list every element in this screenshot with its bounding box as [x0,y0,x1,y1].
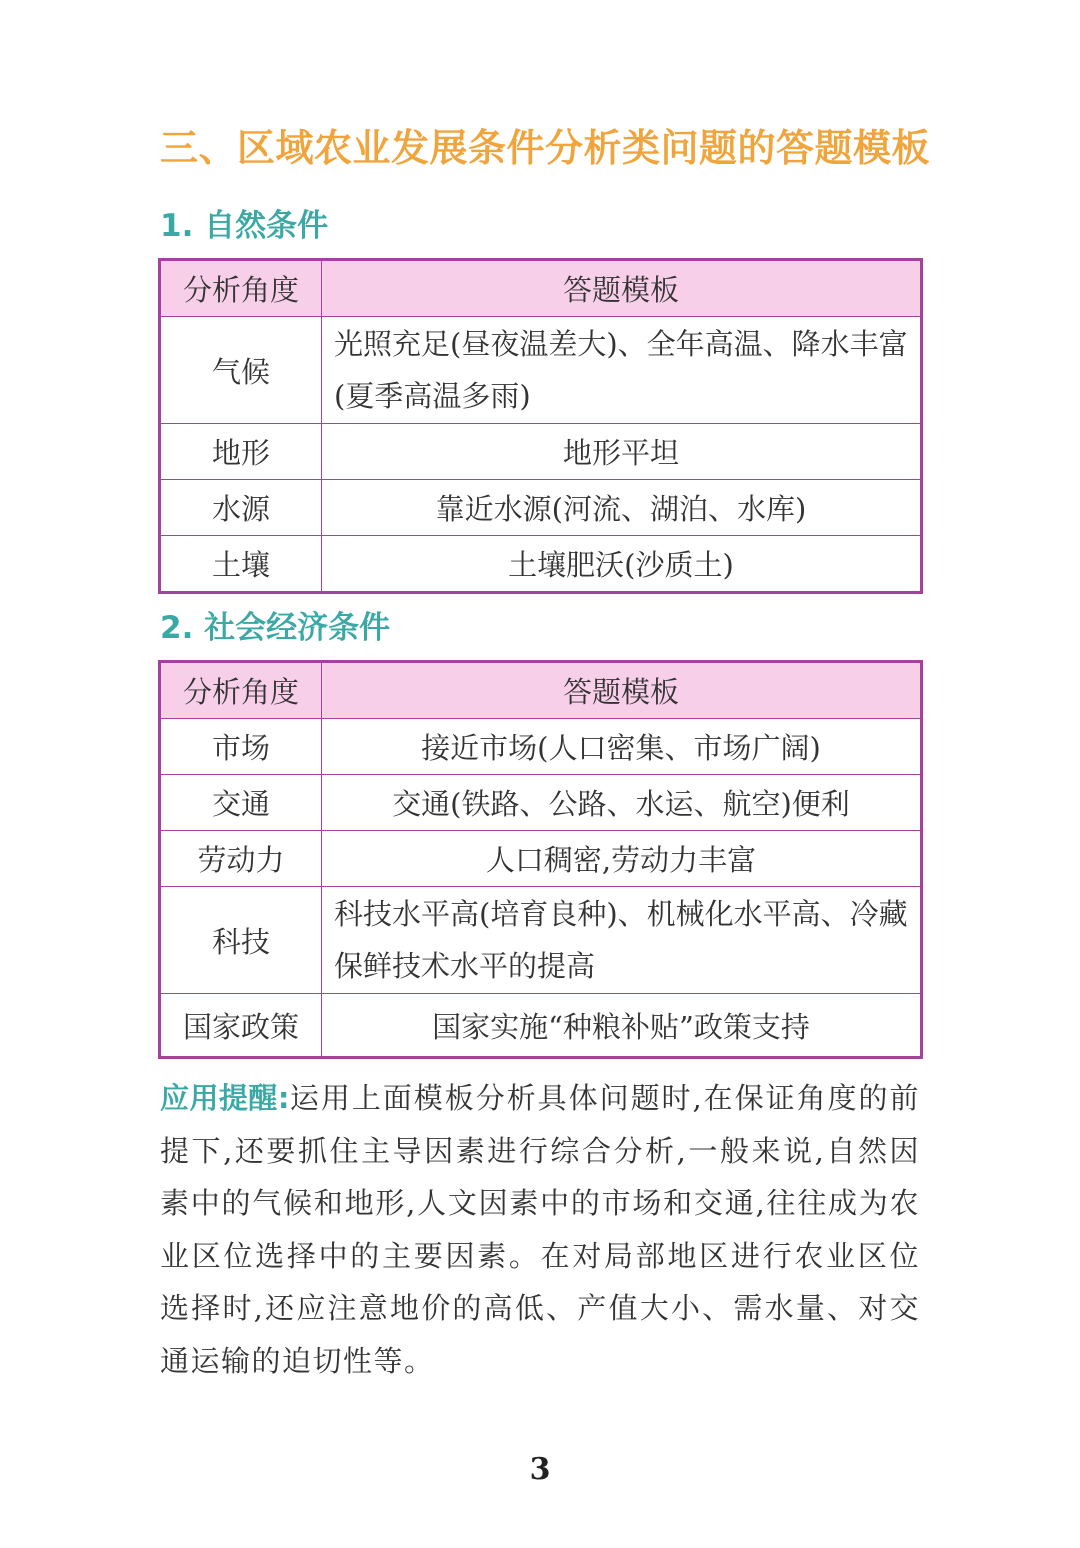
table-row [160,480,922,536]
template-cell: 靠近水源(河流、湖泊、水库) [322,480,922,536]
table-row [160,887,922,994]
table-row [160,994,922,1058]
template-cell: 交通(铁路、公路、水运、航空)便利 [322,775,922,831]
page-title: 三、区域农业发展条件分析类问题的答题模板 [160,126,931,170]
section-heading-natural: 1. 自然条件 [160,208,329,244]
aspect-cell: 气候 [160,317,322,424]
template-cell: 科技水平高(培育良种)、机械化水平高、冷藏保鲜技术水平的提高 [322,887,922,994]
template-cell: 地形平坦 [322,424,922,480]
template-cell: 光照充足(昼夜温差大)、全年高温、降水丰富(夏季高温多雨) [322,317,922,424]
aspect-cell: 地形 [160,424,322,480]
reminder-text: 运用上面模板分析具体问题时,在保证角度的前提下,还要抓住主导因素进行综合分析,一般来说,自然因素中的气候和地形,人文因素中的市场和交通,往往成为农业区位选择中的主要因素。在对局部地区进行农业区位选择时,还应注意地价的高低、产值大小、需水量、对交通运输的迫切性等。 [160,1081,920,1378]
column-header-aspect: 分析角度 [160,662,322,719]
column-header-aspect: 分析角度 [160,260,322,317]
page-number: 3 [529,1452,551,1487]
table-row [160,831,922,887]
template-cell: 接近市场(人口密集、市场广阔) [322,719,922,775]
section-heading-socioeconomic: 2. 社会经济条件 [160,610,391,646]
table-row [160,775,922,831]
reminder-label: 应用提醒: [160,1081,290,1115]
socioeconomic-conditions-table [158,660,923,1059]
table-row [160,536,922,593]
aspect-cell: 市场 [160,719,322,775]
aspect-cell: 土壤 [160,536,322,593]
application-reminder [160,1072,920,1387]
template-cell: 人口稠密,劳动力丰富 [322,831,922,887]
aspect-cell: 科技 [160,887,322,994]
aspect-cell: 水源 [160,480,322,536]
column-header-template: 答题模板 [322,662,922,719]
template-cell: 土壤肥沃(沙质土) [322,536,922,593]
table-header-row [160,260,922,317]
column-header-template: 答题模板 [322,260,922,317]
aspect-cell: 国家政策 [160,994,322,1058]
natural-conditions-table [158,258,923,594]
aspect-cell: 交通 [160,775,322,831]
table-header-row [160,662,922,719]
table-row [160,424,922,480]
template-cell: 国家实施“种粮补贴”政策支持 [322,994,922,1058]
aspect-cell: 劳动力 [160,831,322,887]
table-row [160,719,922,775]
table-row [160,317,922,424]
